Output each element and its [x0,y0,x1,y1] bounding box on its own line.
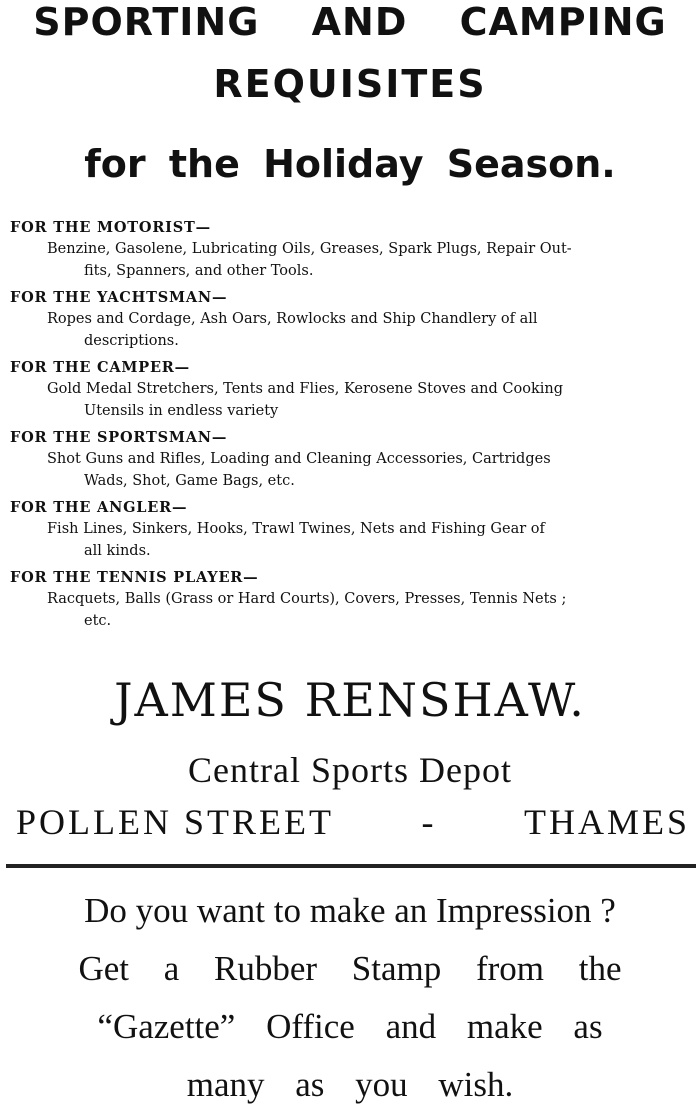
section-line: Wads, Shot, Game Bags, etc. [84,473,295,489]
section-line: all kinds. [84,543,151,559]
address-separator: - [421,802,437,842]
section-line: Gold Medal Stretchers, Tents and Flies, Kerosene Stoves and Cooking [47,381,563,397]
section-body [10,518,692,562]
section-body [10,308,692,352]
promo-line: many as you wish. [186,1065,514,1104]
section-line: Fish Lines, Sinkers, Hooks, Trawl Twines, Nets and Fishing Gear of [47,521,545,537]
section-body [10,378,692,422]
section-line: Shot Guns and Rifles, Loading and Cleaning Accessories, Cartridges [47,451,551,467]
section-heading: FOR THE MOTORIST— [10,219,211,236]
section-heading: FOR THE YACHTSMAN— [10,289,228,306]
divider-rule [6,864,696,868]
section-angler [10,498,692,562]
section-line: Racquets, Balls (Grass or Hard Courts), Covers, Presses, Tennis Nets ; [47,591,567,607]
section-body [10,588,692,632]
section-heading: FOR THE SPORTSMAN— [10,429,228,446]
address-street: POLLEN STREET [16,802,334,842]
section-line: Utensils in endless variety [84,403,279,419]
section-body [10,238,692,282]
section-line: etc. [84,613,112,629]
section-heading: FOR THE ANGLER— [10,499,188,516]
section-heading: FOR THE TENNIS PLAYER— [10,569,259,586]
section-body [10,448,692,492]
promo-line: Do you want to make an Impression ? [84,891,616,930]
section-line: descriptions. [84,333,179,349]
business-subtitle: Central Sports Depot [188,750,512,790]
business-name: JAMES RENSHAW. [114,673,586,727]
promo-line: Get a Rubber Stamp from the [78,949,622,988]
section-line: Ropes and Cordage, Ash Oars, Rowlocks and Ship Chandlery of all [47,311,538,327]
section-tennis-player [10,568,692,632]
section-line: Benzine, Gasolene, Lubricating Oils, Greases, Spark Plugs, Repair Out- [47,241,572,257]
rubber-stamp-promo [0,882,700,1114]
business-address [16,800,690,844]
section-sportsman [10,428,692,492]
section-yachtsman [10,288,692,352]
address-town: THAMES [523,802,690,842]
headline-sporting-camping: SPORTING AND CAMPING [33,0,667,44]
section-motorist [10,218,692,282]
promo-line: “Gazette” Office and make as [97,1007,603,1046]
section-camper [10,358,692,422]
product-sections [10,218,692,638]
section-line: fits, Spanners, and other Tools. [84,263,314,279]
section-heading: FOR THE CAMPER— [10,359,190,376]
headline-requisites: REQUISITES [213,62,487,106]
headline-holiday-season: for the Holiday Season. [84,142,616,186]
